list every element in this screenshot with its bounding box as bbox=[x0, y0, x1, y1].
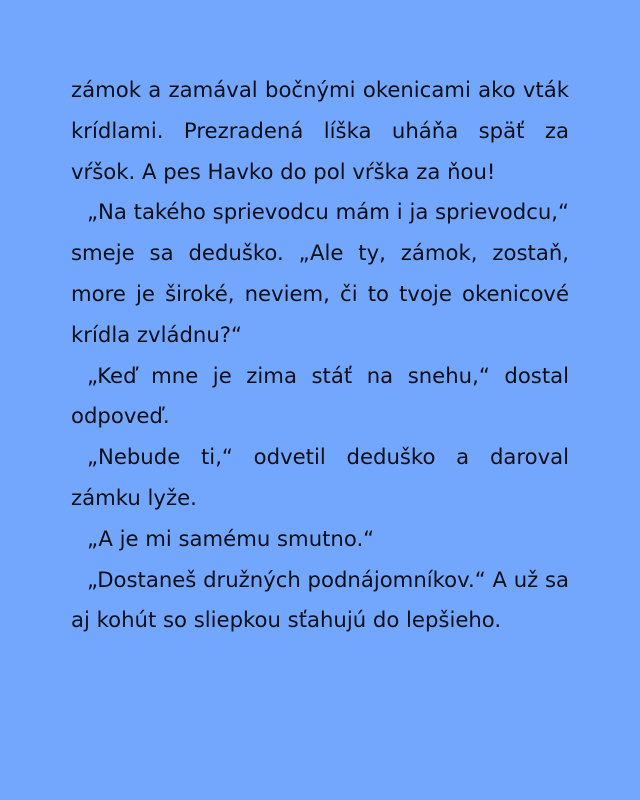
paragraph-5: „A je mi samému smutno.“ bbox=[87, 525, 375, 551]
paragraph-4: „Nebude ti,“ odvetil deduško a daroval zámku lyže. bbox=[71, 444, 569, 510]
paragraph-2: „Na takého sprievodcu mám i ja sprievodcu,“ smeje sa deduško. „Ale ty, zámok, zostaň, more je široké, neviem, či to tvoje okenicové krídla zvládnu?“ bbox=[71, 199, 569, 347]
paragraph-1: zámok a zamával bočnými okenicami ako vták krídlami. Prezradená líška uháňa späť za vŕšok. A pes Havko do pol vŕška za ňou! bbox=[71, 77, 569, 184]
paragraph-6: „Dostaneš družných podnájomníkov.“ A už sa aj kohút so sliepkou sťahujú do lepšieho. bbox=[71, 566, 569, 633]
paragraph-3: „Keď mne je zima stáť na snehu,“ dostal odpoveď. bbox=[71, 362, 569, 429]
story-text bbox=[71, 70, 569, 641]
